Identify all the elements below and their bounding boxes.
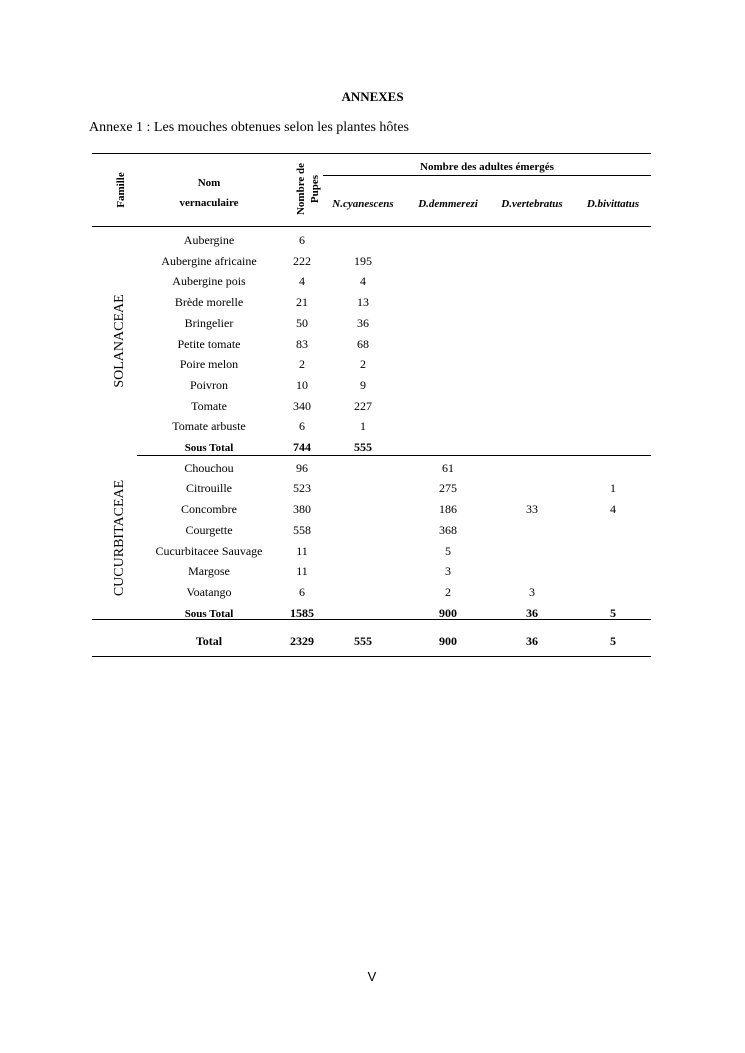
header-nombre-de: Nombre de	[295, 162, 307, 216]
table-bottom-rule	[92, 656, 651, 657]
row-n-cyanescens: 13	[357, 295, 369, 310]
header-species-1: D.demmerezi	[418, 198, 478, 210]
row-name: Brède morelle	[174, 295, 244, 310]
total-n-cyanescens: 555	[354, 634, 372, 648]
header-bottom-rule	[92, 226, 651, 227]
row-name: Voatango	[186, 584, 232, 599]
row-n-cyanescens: 227	[354, 398, 372, 413]
subtotal-d-demmerezi: 900	[439, 605, 457, 620]
row-name: Chouchou	[184, 460, 234, 475]
row-name: Tomate	[191, 398, 227, 413]
row-n-cyanescens: 1	[360, 419, 366, 434]
subtotal-d-vertebratus: 36	[526, 605, 538, 620]
row-pupes: 11	[296, 543, 308, 558]
row-name: Cucurbitacee Sauvage	[155, 543, 263, 558]
row-pupes: 6	[299, 233, 305, 247]
row-name: Aubergine	[183, 233, 235, 247]
subtotal-pupes: 1585	[290, 605, 314, 620]
row-pupes: 10	[296, 377, 308, 392]
row-pupes: 558	[293, 522, 311, 537]
row-d-bivittatus: 4	[610, 502, 616, 517]
subtotal-d-bivittatus: 5	[610, 605, 616, 620]
total-d-demmerezi: 900	[439, 634, 457, 648]
row-d-demmerezi: 275	[439, 481, 457, 496]
row-name: Bringelier	[184, 315, 234, 330]
row-name: Poire melon	[179, 357, 239, 372]
row-n-cyanescens: 68	[357, 336, 369, 351]
header-species-0: N.cyanescens	[332, 198, 394, 210]
row-name: Petite tomate	[177, 336, 241, 351]
row-name: Aubergine africaine	[161, 253, 257, 268]
page-title: ANNEXES	[341, 89, 404, 104]
row-pupes: 2	[299, 357, 305, 372]
row-name: Courgette	[185, 522, 233, 537]
row-pupes: 4	[299, 274, 305, 289]
header-famille: Famille	[115, 172, 127, 208]
table-top-rule	[92, 153, 651, 154]
header-species-3: D.bivittatus	[586, 198, 640, 210]
row-n-cyanescens: 195	[354, 253, 372, 268]
total-d-bivittatus: 5	[610, 634, 616, 648]
header-vernaculaire: vernaculaire	[179, 197, 239, 209]
row-pupes: 6	[299, 419, 305, 434]
row-n-cyanescens: 36	[357, 315, 369, 330]
row-n-cyanescens: 4	[360, 274, 366, 289]
subtotal-n-cyanescens: 555	[354, 440, 372, 454]
adults-header-rule	[323, 175, 651, 176]
row-d-demmerezi: 3	[445, 564, 451, 579]
row-name: Tomate arbuste	[172, 419, 246, 434]
row-n-cyanescens: 2	[360, 357, 366, 372]
row-pupes: 6	[299, 584, 305, 599]
row-d-vertebratus: 33	[526, 502, 538, 517]
subtotal-label: Sous Total	[184, 442, 234, 454]
row-name: Concombre	[181, 502, 237, 517]
header-adultes-emerges: Nombre des adultes émergés	[420, 161, 554, 173]
row-n-cyanescens: 9	[360, 377, 366, 392]
page-number: V	[367, 969, 377, 984]
row-d-demmerezi: 186	[439, 502, 457, 517]
row-d-demmerezi: 368	[439, 522, 457, 537]
row-name: Poivron	[189, 377, 229, 392]
row-pupes: 21	[296, 295, 308, 310]
family-label: CUCURBITACEAE	[112, 479, 127, 596]
row-d-demmerezi: 61	[442, 460, 454, 475]
row-name: Margose	[188, 564, 230, 579]
row-pupes: 50	[296, 315, 308, 330]
subtotal-label: Sous Total	[184, 607, 234, 620]
row-d-demmerezi: 5	[445, 543, 451, 558]
total-d-vertebratus: 36	[526, 634, 538, 648]
row-pupes: 96	[296, 460, 308, 475]
row-pupes: 11	[296, 564, 308, 579]
row-pupes: 380	[293, 502, 311, 517]
row-pupes: 222	[293, 253, 311, 268]
row-pupes: 340	[293, 398, 311, 413]
table-caption: Annexe 1 : Les mouches obtenues selon les plantes hôtes	[89, 120, 409, 135]
row-d-bivittatus: 1	[610, 481, 616, 496]
total-top-rule	[92, 619, 651, 620]
total-pupes: 2329	[290, 634, 314, 648]
row-name: Citrouille	[186, 481, 232, 496]
total-label: Total	[195, 634, 223, 648]
row-pupes: 83	[296, 336, 308, 351]
row-name: Aubergine pois	[172, 274, 246, 289]
subtotal-pupes: 744	[293, 440, 311, 454]
header-nom: Nom	[197, 177, 221, 189]
header-pupes: Pupes	[309, 174, 321, 204]
subtotal-rule	[137, 455, 651, 456]
header-species-2: D.vertebratus	[501, 198, 563, 210]
family-label: SOLANACEAE	[112, 294, 127, 388]
row-d-vertebratus: 3	[529, 584, 535, 599]
row-d-demmerezi: 2	[445, 584, 451, 599]
row-pupes: 523	[293, 481, 311, 496]
